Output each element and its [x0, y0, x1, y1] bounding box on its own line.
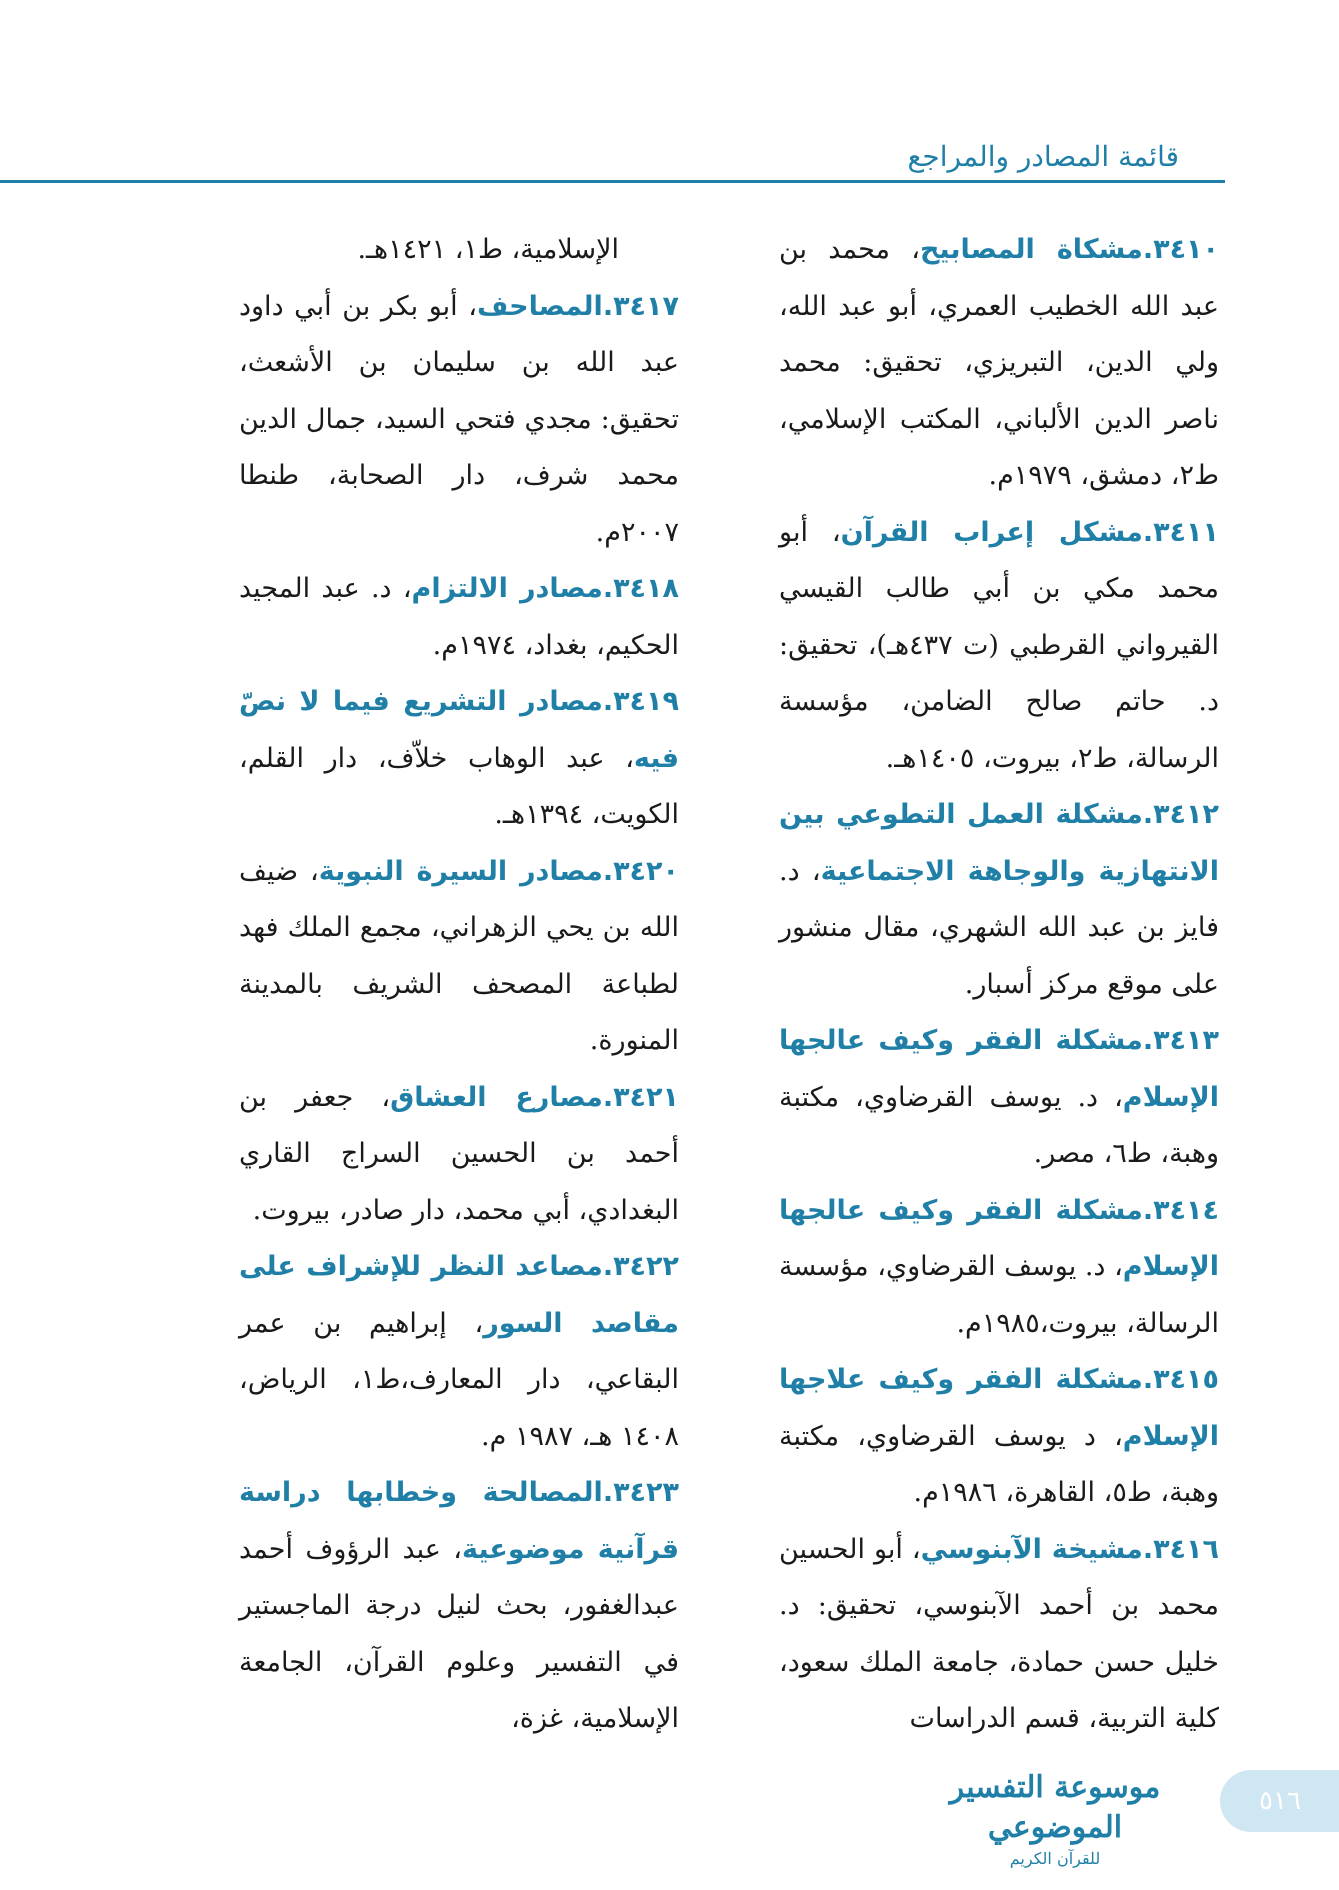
entry-number: ٣٤٢٠.	[602, 855, 679, 887]
entry-number: ٣٤١٩.	[602, 686, 679, 717]
entry-number: ٣٤١٠.	[1142, 234, 1220, 265]
entry-text: ، د. فايز بن عبد الله الشهري، مقال منشور على موقع مركز أسبار.	[779, 855, 1219, 1000]
bibliography-entry	[779, 787, 1219, 1013]
entry-text: ، ضيف الله بن يحي الزهراني، مجمع الملك فهد لطباعة المصحف الشريف بالمدينة المنورة.	[239, 855, 679, 1056]
entry-text: ، إبراهيم بن عمر البقاعي، دار المعارف،ط١، الرياض، ١٤٠٨ هـ، ١٩٨٧ م.	[239, 1307, 679, 1452]
bibliography-entry	[779, 1522, 1219, 1748]
entry-text: ، جعفر بن أحمد بن الحسين السراج القاري البغدادي، أبي محمد، دار صادر، بيروت.	[239, 1081, 679, 1226]
logo-title: موسوعة التفسير الموضوعي	[949, 1770, 1161, 1845]
encyclopedia-logo	[920, 1768, 1190, 1868]
entry-number: ٣٤١٧.	[602, 290, 679, 322]
entry-title: مشكلة العمل التطوعي بين الانتهازية والوجاهة الاجتماعية	[779, 799, 1219, 887]
entry-text: ، د يوسف القرضاوي، مكتبة وهبة، ط٥، القاهرة، ١٩٨٦م.	[779, 1420, 1219, 1508]
entry-number: ٣٤١٦.	[1142, 1533, 1219, 1565]
entry-number: ٣٤٢١.	[602, 1081, 679, 1113]
entry-number: ٣٤٢٣.	[602, 1477, 679, 1508]
header-divider	[0, 180, 1225, 183]
entry-number: ٣٤١٣.	[1142, 1025, 1219, 1056]
entry-text: ، أبو بكر بن أبي داود عبد الله بن سليمان بن الأشعث، تحقيق: مجدي فتحي السيد، جمال الدين محمد شرف، دار الصحابة، طنطا ٢٠٠٧م.	[239, 290, 679, 548]
entry-title: مشكلة الفقر وكيف عالجها الإسلام	[779, 1194, 1219, 1282]
entry-text: ، عبد الرؤوف أحمد عبدالغفور، بحث لنيل درجة الماجستير في التفسير وعلوم القرآن، الجامعة الإسلامية، غزة،	[239, 1533, 679, 1734]
bibliography-entry	[239, 561, 679, 674]
entry-title: مصادر التشريع فيما لا نصّ فيه	[239, 686, 679, 774]
entry-text: ، محمد بن عبد الله الخطيب العمري، أبو عبد الله، ولي الدين، التبريزي، تحقيق: محمد ناصر الدين الألباني، المكتب الإسلامي، ط٢، دمشق، ١٩٧٩م.	[779, 234, 1219, 491]
entry-title: مصادر الالتزام	[411, 573, 603, 604]
entry-title: مصاعد النظر للإشراف على مقاصد السور	[239, 1251, 679, 1339]
entry-title: المصاحف	[476, 290, 603, 322]
right-column	[779, 222, 1219, 1748]
entry-title: المصالحة وخطابها دراسة قرآنية موضوعية	[239, 1477, 679, 1565]
bibliography-entry	[779, 1183, 1219, 1353]
bibliography-entry	[239, 844, 679, 1070]
entry-title: مشكل إعراب القرآن	[840, 516, 1143, 548]
page-number-badge	[1220, 1770, 1339, 1832]
bibliography-entry	[239, 1465, 679, 1748]
entry-number: ٣٤١٥.	[1142, 1364, 1219, 1395]
bibliography-entry	[779, 1013, 1219, 1183]
entry-title: مشكلة الفقر وكيف عالجها الإسلام	[779, 1025, 1219, 1113]
entry-text: ، أبو الحسين محمد بن أحمد الآبنوسي، تحقيق: د. خليل حسن حمادة، جامعة الملك سعود، كلية التربية، قسم الدراسات	[779, 1533, 1219, 1734]
entry-number: ٣٤١٢.	[1142, 799, 1219, 830]
left-column	[239, 222, 679, 1748]
continuation-text: الإسلامية، ط١، ١٤٢١هـ.	[357, 234, 619, 265]
logo-subtitle: للقرآن الكريم	[1009, 1849, 1101, 1868]
entry-text: ، د. عبد المجيد الحكيم، بغداد، ١٩٧٤م.	[239, 573, 679, 661]
bibliography-entry	[779, 222, 1219, 505]
entry-number: ٣٤١٨.	[602, 573, 679, 604]
bibliography-entry	[779, 505, 1219, 788]
entry-title: مصادر السيرة النبوية	[318, 855, 603, 887]
entry-text: ، د. يوسف القرضاوي، مكتبة وهبة، ط٦، مصر.	[779, 1081, 1219, 1169]
entry-text: ، د. يوسف القرضاوي، مؤسسة الرسالة، بيروت،١٩٨٥م.	[779, 1251, 1219, 1339]
bibliography-entry	[239, 279, 679, 562]
entry-text: ، عبد الوهاب خلاّف، دار القلم، الكويت، ١٣٩٤هـ.	[239, 742, 679, 830]
bibliography-entry	[779, 1352, 1219, 1522]
bibliography-entry	[239, 674, 679, 844]
entry-continuation	[239, 222, 679, 279]
entry-number: ٣٤١٤.	[1142, 1194, 1219, 1226]
bibliography-entry	[239, 1070, 679, 1240]
entry-title: مشكلة الفقر وكيف علاجها الإسلام	[779, 1364, 1219, 1452]
running-header-title: قائمة المصادر والمراجع	[907, 140, 1179, 173]
page-number: ٥١٦	[1259, 1786, 1301, 1816]
entry-text: ، أبو محمد مكي بن أبي طالب القيسي القيرواني القرطبي (ت ٤٣٧هـ)، تحقيق: د. حاتم صالح الضامن، مؤسسة الرسالة، ط٢، بيروت، ١٤٠٥هـ.	[779, 516, 1220, 774]
entry-title: مشكاة المصابيح	[919, 234, 1143, 265]
entry-number: ٣٤١١.	[1142, 516, 1219, 548]
bibliography-entry	[239, 1239, 679, 1465]
entry-title: مشيخة الآبنوسي	[920, 1533, 1143, 1565]
entry-title: مصارع العشاق	[390, 1081, 603, 1113]
entry-number: ٣٤٢٢.	[602, 1251, 679, 1282]
